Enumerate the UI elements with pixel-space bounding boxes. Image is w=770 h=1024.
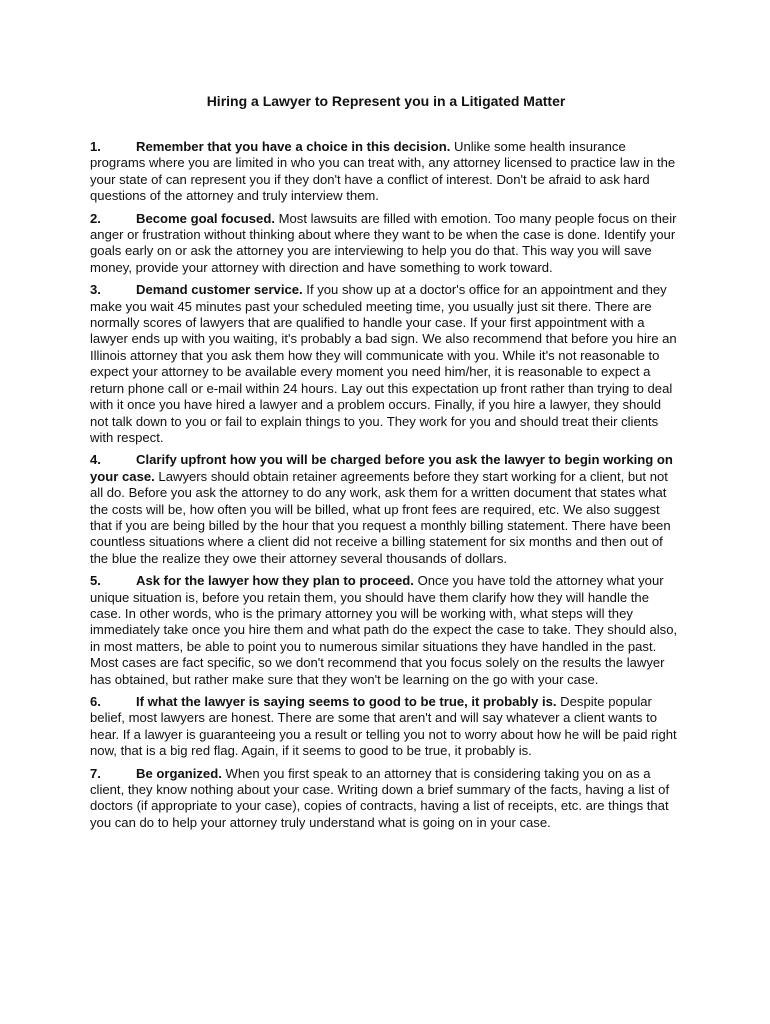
item-body: Lawyers should obtain retainer agreements before they start working for a client, but not all do. Before you ask the attorney to do any work, ask them for a written document that states what the costs will be, how often you will be billed, what up front fees are required, etc. We also suggest that if you are being billed by the hour that you request a monthly billing statement. There have been countless situations where a client did not receive a billing statement for six months and then out of the blue the realize they owe their attorney several thousands of dollars. [90, 468, 671, 566]
list-item-6 [90, 694, 682, 760]
item-number: 3. [90, 282, 101, 298]
item-heading: Be organized. [136, 765, 222, 781]
list-item-5 [90, 573, 682, 688]
item-heading: If what the lawyer is saying seems to good to be true, it probably is. [136, 694, 557, 709]
document-page [90, 92, 682, 837]
document-title: Hiring a Lawyer to Represent you in a Litigated Matter [206, 93, 566, 109]
item-heading: Ask for the lawyer how they plan to proceed. [136, 573, 414, 589]
item-number: 2. [90, 210, 101, 226]
item-number: 6. [90, 694, 101, 709]
item-body: When you first speak to an attorney that is considering taking you on as a client, they know nothing about your case. Writing down a brief summary of the facts, having a list of doctors (if appropriate to your case), copies of contracts, having a list of receipts, etc. are things that you can do to help your attorney truly understand what is going on in your case. [90, 765, 670, 830]
item-number: 1. [90, 139, 101, 154]
item-body: Despite popular belief, most lawyers are honest. There are some that aren't and will say whatever a client wants to hear. If a lawyer is guaranteeing you a result or telling you not to worry about how he will be paid right now, that is a big red flag. Again, if it seems to good to be true, it probably is. [90, 694, 677, 759]
item-number: 4. [90, 452, 101, 468]
item-body: Most lawsuits are filled with emotion. Too many people focus on their anger or frustration without thinking about where they want to be when the case is done. Identify your goals early on or ask the attorney you are interviewing to help you do that. This way you will save money, provide your attorney with direction and have something to work toward. [90, 210, 677, 275]
item-heading: Clarify upfront how you will be charged before you ask the lawyer to begin working on your case. [90, 452, 673, 484]
list-item-1 [90, 139, 682, 205]
list-item-3 [90, 282, 682, 446]
list-item-4 [90, 452, 682, 567]
list-item-2 [90, 211, 682, 277]
item-number: 7. [90, 765, 101, 781]
item-heading: Become goal focused. [136, 210, 275, 226]
item-heading: Demand customer service. [136, 282, 303, 298]
item-body: Unlike some health insurance programs where you are limited in who you can treat with, any attorney licensed to practice law in the your state of can represent you if they don't have a conflict of interest. Don't be afraid to ask hard questions of the attorney and truly interview them. [90, 139, 676, 204]
item-body: Once you have told the attorney what your unique situation is, before you retain them, you should have them clarify how they will handle the case. In other words, who is the primary attorney you will be working with, what steps will they immediately take once you hire them and what path do the expect the case to take. They should also, in most matters, be able to point you to numerous similar situations they have handled in the past. Most cases are fact specific, so we don't recommend that you focus solely on the results the lawyer has obtained, but rather make sure that they won't be learning on the go with your case. [90, 573, 678, 687]
item-heading: Remember that you have a choice in this decision. [136, 139, 451, 154]
item-body: If you show up at a doctor's office for an appointment and they make you wait 45 minutes past your scheduled meeting time, you usually just sit there. There are normally scores of lawyers that are qualified to handle your case. If your first appointment with a lawyer ends up with you waiting, it's probably a bad sign. We also recommend that before you hire an Illinois attorney that you ask them how they will communicate with you. While it's not reasonable to expect your attorney to be available every moment you need him/her, it is reasonable to expect a return phone call or e-mail within 24 hours. Lay out this expectation up front rather than trying to deal with it once you have hired a lawyer and a problem occurs. Finally, if you hire a lawyer, they should not talk down to you or fail to explain things to you. They work for you and should treat their clients with respect. [90, 282, 677, 445]
item-number: 5. [90, 573, 101, 589]
list-item-7 [90, 766, 682, 832]
